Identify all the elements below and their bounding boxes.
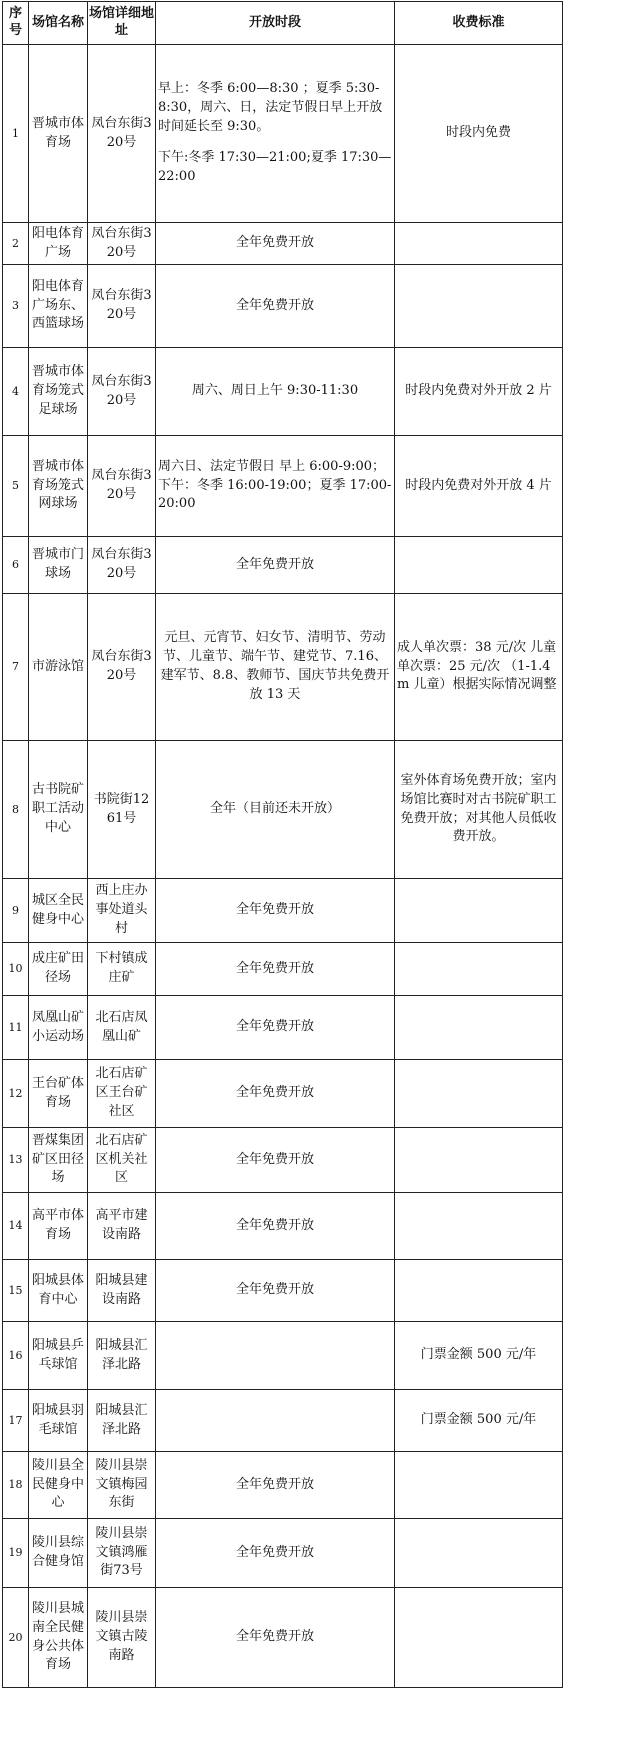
- venue-name: 晋城市体育场笼式足球场: [29, 348, 88, 436]
- opening-hours: 元旦、元宵节、妇女节、清明节、劳动节、儿童节、端午节、建党节、7.16、建军节、8.8、教师节、国庆节共免费开放 13 天: [156, 594, 395, 741]
- venue-name: 阳电体育广场: [29, 223, 88, 265]
- venue-name: 晋城市门球场: [29, 537, 88, 594]
- venue-name: 陵川县城南全民健身公共体育场: [29, 1588, 88, 1688]
- venue-address: 凤台东街320号: [88, 265, 156, 348]
- row-number: 15: [3, 1260, 29, 1322]
- venue-name: 阳城县体育中心: [29, 1260, 88, 1322]
- venue-address: 凤台东街320号: [88, 45, 156, 223]
- venue-address: 陵川县崇文镇梅园东街: [88, 1452, 156, 1519]
- venue-address: 凤台东街320号: [88, 348, 156, 436]
- venue-address: 阳城县汇泽北路: [88, 1322, 156, 1390]
- row-number: 19: [3, 1519, 29, 1588]
- fee-standard: 时段内免费: [395, 45, 563, 223]
- table-row: [3, 1519, 563, 1588]
- fee-standard: [395, 1193, 563, 1260]
- opening-hours: [156, 1322, 395, 1390]
- table-row: [3, 943, 563, 996]
- venue-address: 凤台东街320号: [88, 537, 156, 594]
- table-row: [3, 879, 563, 943]
- venue-name: 成庄矿田径场: [29, 943, 88, 996]
- venue-name: 城区全民健身中心: [29, 879, 88, 943]
- opening-hours: 全年免费开放: [156, 1128, 395, 1193]
- fee-standard: [395, 1060, 563, 1128]
- row-number: 20: [3, 1588, 29, 1688]
- fee-standard: [395, 537, 563, 594]
- opening-hours-afternoon: 下午:冬季 17:30—21:00;夏季 17:30—22:00: [158, 149, 392, 184]
- table-row: [3, 594, 563, 741]
- venue-address: 凤台东街320号: [88, 436, 156, 537]
- fee-standard: [395, 1260, 563, 1322]
- venue-name: 陵川县综合健身馆: [29, 1519, 88, 1588]
- row-number: 14: [3, 1193, 29, 1260]
- venue-address: 阳城县建设南路: [88, 1260, 156, 1322]
- table-row: [3, 1128, 563, 1193]
- venue-address: 西上庄办事处道头村: [88, 879, 156, 943]
- venue-address: 北石店矿区机关社区: [88, 1128, 156, 1193]
- fee-standard: [395, 265, 563, 348]
- opening-hours: 全年免费开放: [156, 943, 395, 996]
- opening-hours: [156, 1390, 395, 1452]
- venue-address: 下村镇成庄矿: [88, 943, 156, 996]
- fee-standard: [395, 943, 563, 996]
- fee-standard: [395, 1588, 563, 1688]
- fee-standard: [395, 879, 563, 943]
- row-number: 2: [3, 223, 29, 265]
- opening-hours: 周六、周日上午 9:30-11:30: [156, 348, 395, 436]
- fee-standard: 成人单次票：38 元/次 儿童单次票：25 元/次 （1-1.4m 儿童）根据实际情况调整: [395, 594, 563, 741]
- table-row: [3, 45, 563, 223]
- venue-name: 古书院矿职工活动中心: [29, 741, 88, 879]
- venue-name: 陵川县全民健身中心: [29, 1452, 88, 1519]
- opening-hours: 全年免费开放: [156, 879, 395, 943]
- venue-address: 陵川县崇文镇古陵南路: [88, 1588, 156, 1688]
- row-number: 13: [3, 1128, 29, 1193]
- venue-name: 晋煤集团矿区田径场: [29, 1128, 88, 1193]
- venue-name: 王台矿体育场: [29, 1060, 88, 1128]
- venue-name: 阳城县乒乓球馆: [29, 1322, 88, 1390]
- row-number: 16: [3, 1322, 29, 1390]
- opening-hours: 全年（目前还未开放）: [156, 741, 395, 879]
- header-address: 场馆详细地址: [88, 2, 156, 45]
- table-row: [3, 1588, 563, 1688]
- venue-table: [2, 1, 563, 1688]
- header-name: 场馆名称: [29, 2, 88, 45]
- row-number: 18: [3, 1452, 29, 1519]
- header-hours: 开放时段: [156, 2, 395, 45]
- fee-standard: [395, 1128, 563, 1193]
- venue-name: 阳电体育广场东、西篮球场: [29, 265, 88, 348]
- row-number: 17: [3, 1390, 29, 1452]
- fee-standard: 时段内免费对外开放 4 片: [395, 436, 563, 537]
- fee-standard: [395, 223, 563, 265]
- table-row: [3, 1060, 563, 1128]
- row-number: 4: [3, 348, 29, 436]
- table-row: [3, 1322, 563, 1390]
- table-body: [3, 45, 563, 1688]
- table-row: [3, 996, 563, 1060]
- venue-name: 市游泳馆: [29, 594, 88, 741]
- row-number: 9: [3, 879, 29, 943]
- fee-standard: [395, 1452, 563, 1519]
- table-row: [3, 348, 563, 436]
- table-row: [3, 223, 563, 265]
- venue-name: 晋城市体育场笼式网球场: [29, 436, 88, 537]
- venue-name: 凤凰山矿小运动场: [29, 996, 88, 1060]
- opening-hours: [156, 45, 395, 223]
- table-row: [3, 1193, 563, 1260]
- row-number: 7: [3, 594, 29, 741]
- opening-hours: 全年免费开放: [156, 1060, 395, 1128]
- table-row: [3, 1390, 563, 1452]
- opening-hours: 全年免费开放: [156, 1260, 395, 1322]
- row-number: 12: [3, 1060, 29, 1128]
- opening-hours-morning: 早上：冬季 6:00—8:30 ；夏季 5:30-8:30，周六、日，法定节假日早上开放时间延长至 9:30。: [158, 81, 383, 135]
- fee-standard: [395, 996, 563, 1060]
- venue-address: 北石店矿区王台矿社区: [88, 1060, 156, 1128]
- opening-hours: 全年免费开放: [156, 1193, 395, 1260]
- fee-standard: 门票金额 500 元/年: [395, 1390, 563, 1452]
- row-number: 5: [3, 436, 29, 537]
- opening-hours: 全年免费开放: [156, 265, 395, 348]
- fee-standard: 门票金额 500 元/年: [395, 1322, 563, 1390]
- venue-address: 凤台东街320号: [88, 594, 156, 741]
- table-row: [3, 741, 563, 879]
- header-fee: 收费标准: [395, 2, 563, 45]
- row-number: 3: [3, 265, 29, 348]
- venue-address: 阳城县汇泽北路: [88, 1390, 156, 1452]
- row-number: 6: [3, 537, 29, 594]
- venue-address: 凤台东街320号: [88, 223, 156, 265]
- venue-address: 高平市建设南路: [88, 1193, 156, 1260]
- fee-standard: 室外体育场免费开放；室内场馆比赛时对古书院矿职工免费开放；对其他人员低收费开放。: [395, 741, 563, 879]
- fee-standard: 时段内免费对外开放 2 片: [395, 348, 563, 436]
- venue-name: 阳城县羽毛球馆: [29, 1390, 88, 1452]
- opening-hours: 全年免费开放: [156, 537, 395, 594]
- row-number: 8: [3, 741, 29, 879]
- header-no: 序号: [3, 2, 29, 45]
- row-number: 10: [3, 943, 29, 996]
- table-row: [3, 537, 563, 594]
- venue-address: 北石店凤凰山矿: [88, 996, 156, 1060]
- table-row: [3, 265, 563, 348]
- table-row: [3, 436, 563, 537]
- table-row: [3, 1260, 563, 1322]
- fee-standard: [395, 1519, 563, 1588]
- venue-name: 晋城市体育场: [29, 45, 88, 223]
- venue-address: 书院街1261号: [88, 741, 156, 879]
- opening-hours: 全年免费开放: [156, 1519, 395, 1588]
- opening-hours: 周六日、法定节假日 早上 6:00-9:00；下午：冬季 16:00-19:00；夏季 17:00-20:00: [156, 436, 395, 537]
- opening-hours: 全年免费开放: [156, 996, 395, 1060]
- opening-hours: 全年免费开放: [156, 1452, 395, 1519]
- table-row: [3, 1452, 563, 1519]
- row-number: 1: [3, 45, 29, 223]
- row-number: 11: [3, 996, 29, 1060]
- venue-name: 高平市体育场: [29, 1193, 88, 1260]
- opening-hours: 全年免费开放: [156, 223, 395, 265]
- opening-hours: 全年免费开放: [156, 1588, 395, 1688]
- table-header: [3, 2, 563, 45]
- venue-address: 陵川县崇文镇鸿雁街73号: [88, 1519, 156, 1588]
